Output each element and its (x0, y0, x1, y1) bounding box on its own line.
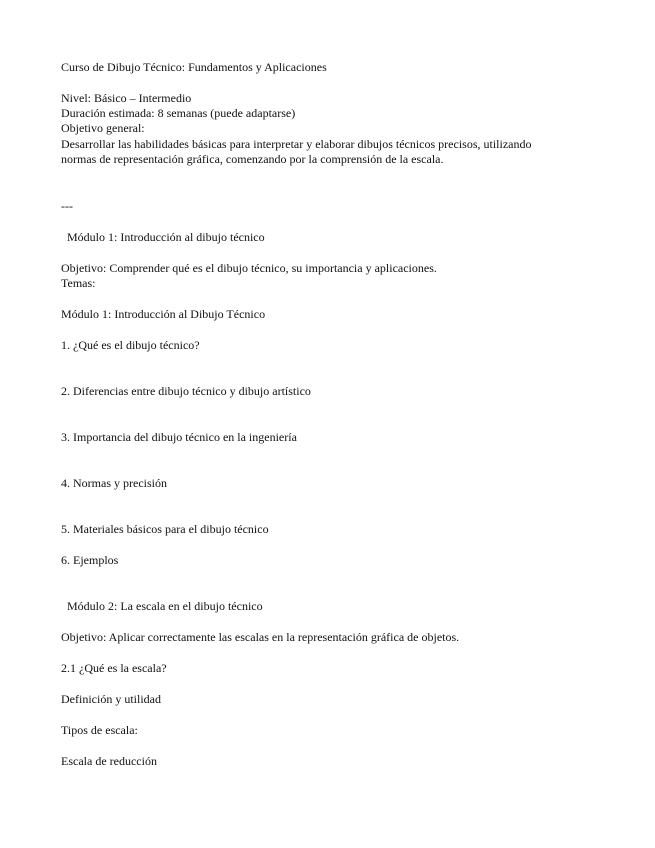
module1-objective: Objetivo: Comprender qué es el dibujo técnico, su importancia y aplicaciones. (61, 261, 437, 275)
module2-section: 2.1 ¿Qué es la escala? (61, 661, 167, 675)
level-text: Nivel: Básico – Intermedio (61, 91, 192, 105)
list-item: 1. ¿Qué es el dibujo técnico? (61, 338, 200, 352)
separator: --- (61, 199, 73, 213)
module2-types-label: Tipos de escala: (61, 723, 138, 737)
document-title: Curso de Dibujo Técnico: Fundamentos y Aplicaciones (61, 60, 327, 74)
objective-text-line2: normas de representación gráfica, comenzando por la comprensión de la escala. (61, 152, 444, 166)
module1-topics-label: Temas: (61, 276, 96, 290)
list-item: 3. Importancia del dibujo técnico en la ingeniería (61, 430, 297, 444)
list-item: 5. Materiales básicos para el dibujo técnico (61, 522, 269, 536)
objective-text-line1: Desarrollar las habilidades básicas para interpretar y elaborar dibujos técnicos precisos, utilizando (61, 137, 532, 151)
module2-reduction: Escala de reducción (61, 754, 157, 768)
module2-definition: Definición y utilidad (61, 692, 161, 706)
objective-label: Objetivo general: (61, 121, 145, 135)
module2-objective: Objetivo: Aplicar correctamente las escalas en la representación gráfica de objetos. (61, 630, 460, 644)
list-item: 6. Ejemplos (61, 553, 119, 567)
module2-heading: Módulo 2: La escala en el dibujo técnico (67, 599, 263, 613)
duration-text: Duración estimada: 8 semanas (puede adaptarse) (61, 106, 296, 120)
module1-heading: Módulo 1: Introducción al dibujo técnico (67, 230, 265, 244)
module1-subheading: Módulo 1: Introducción al Dibujo Técnico (61, 307, 266, 321)
list-item: 4. Normas y precisión (61, 476, 167, 490)
list-item: 2. Diferencias entre dibujo técnico y dibujo artístico (61, 384, 311, 398)
